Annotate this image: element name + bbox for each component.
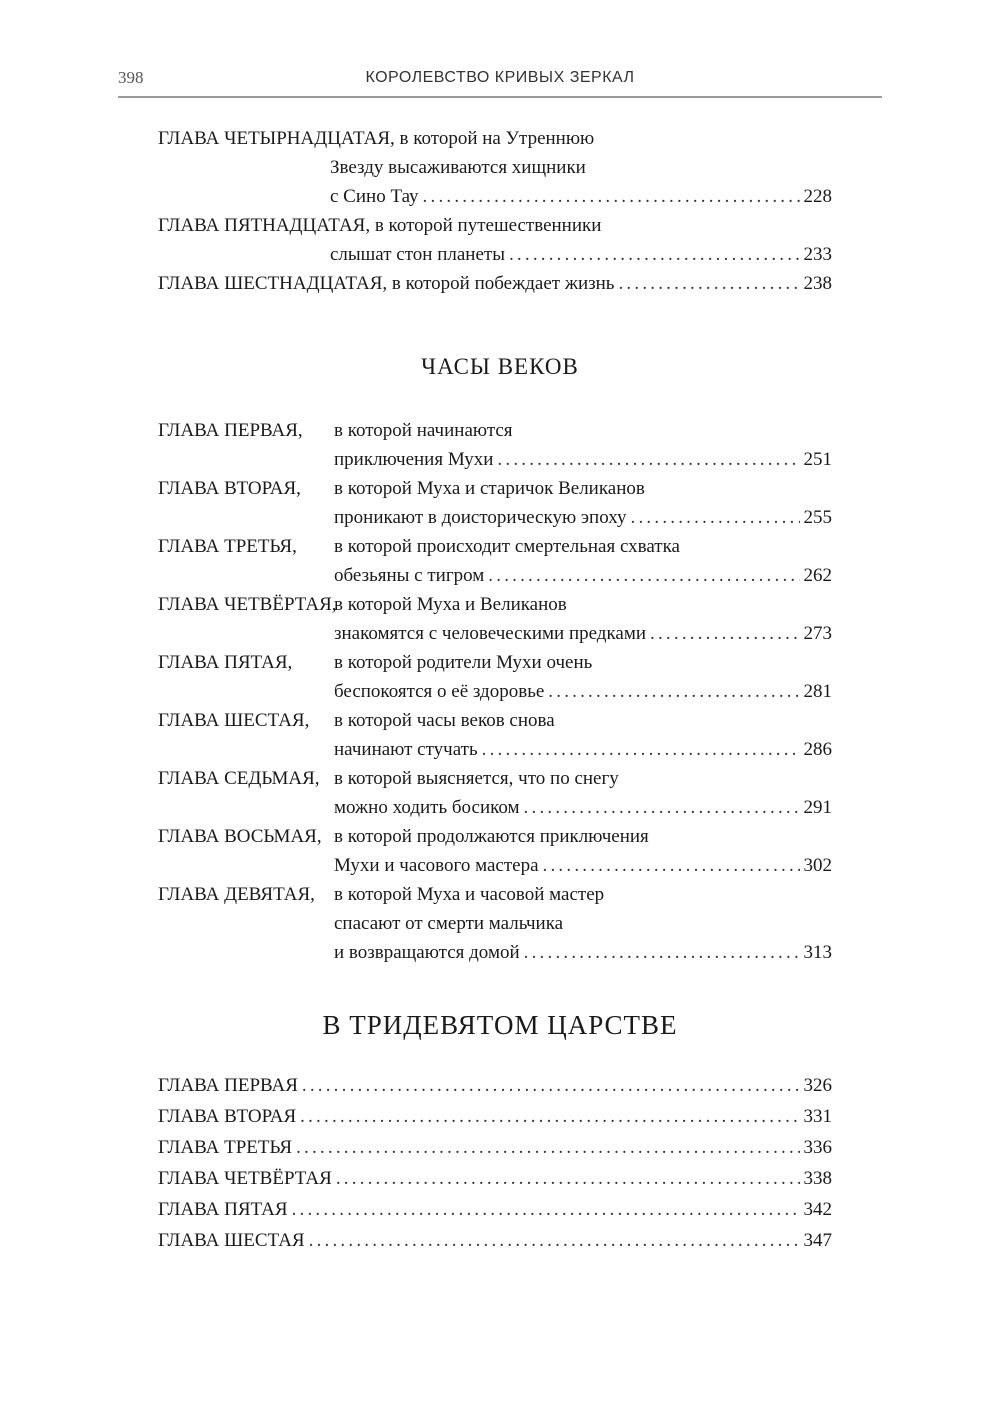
dot-leader <box>524 793 800 822</box>
toc-entry-text: и возвращаются домой <box>334 942 520 963</box>
toc-page-number: 338 <box>803 1168 832 1189</box>
chapter-label: ГЛАВА ВТОРАЯ <box>158 1106 297 1127</box>
toc-page-number: 347 <box>803 1230 832 1251</box>
toc-entry-text: Мухи и часового мастера <box>334 855 539 876</box>
section-title: В ТРИДЕВЯТОМ ЦАРСТВЕ <box>322 1010 678 1040</box>
chapter-label: ГЛАВА ПЕРВАЯ <box>158 1075 298 1096</box>
toc-entry-text: начинают стучать <box>334 739 478 760</box>
toc-page-number: 313 <box>803 942 832 963</box>
toc-page-number: 228 <box>803 186 832 207</box>
toc-entry-text: обезьяны с тигром <box>334 565 485 586</box>
toc-entry-text: в которой часы веков снова <box>334 710 555 731</box>
chapter-label: ГЛАВА ПЯТАЯ, <box>158 652 293 673</box>
dot-leader <box>336 1163 800 1194</box>
toc-entry-line[interactable] <box>158 793 832 822</box>
toc-entry-text: спасают от смерти мальчика <box>334 913 564 934</box>
toc-entry-text: в которой Муха и старичок Великанов <box>334 478 645 499</box>
toc-entry-line <box>158 706 832 735</box>
chapter-label: ГЛАВА ТРЕТЬЯ <box>158 1137 293 1158</box>
toc-entry-line[interactable] <box>158 1225 832 1256</box>
dot-leader <box>309 1225 800 1256</box>
dot-leader <box>423 182 800 211</box>
dot-leader <box>509 240 800 269</box>
toc-entry-line <box>158 880 832 909</box>
toc-page-number: 291 <box>803 797 832 818</box>
toc-entry-line <box>158 416 832 445</box>
toc-entry-line <box>158 532 832 561</box>
toc-entry-line[interactable] <box>158 1070 832 1101</box>
dot-leader <box>548 677 799 706</box>
toc-section-chasy-vekov <box>158 416 832 967</box>
toc-entry-text: слышат стон планеты <box>330 244 505 265</box>
dot-leader <box>482 735 800 764</box>
toc-entry-text: Звезду высаживаются хищники <box>330 157 586 178</box>
toc-entry-text: в которой Муха и часовой мастер <box>334 884 605 905</box>
toc-entry-line[interactable] <box>158 1101 832 1132</box>
toc-page-number: 331 <box>803 1106 832 1127</box>
toc-entry-line[interactable] <box>158 851 832 880</box>
dot-leader <box>618 269 799 298</box>
toc-entry-line[interactable] <box>158 182 832 211</box>
toc-page-number: 342 <box>803 1199 832 1220</box>
dot-leader <box>302 1070 800 1101</box>
toc-entry-text: проникают в доисторическую эпоху <box>334 507 627 528</box>
dot-leader <box>650 619 799 648</box>
toc-page-number: 302 <box>803 855 832 876</box>
toc-page-number: 262 <box>803 565 832 586</box>
toc-entry-line[interactable] <box>158 1132 832 1163</box>
chapter-label: ГЛАВА ВТОРАЯ, <box>158 478 301 499</box>
toc-entry-line <box>158 590 832 619</box>
toc-entry-text: ГЛАВА ЧЕТЫРНАДЦАТАЯ, в которой на Утреннюю <box>158 128 595 149</box>
toc-page-number: 233 <box>803 244 832 265</box>
dot-leader <box>296 1132 799 1163</box>
toc-entry-text: ГЛАВА ШЕСТНАДЦАТАЯ, в которой побеждает жизнь <box>158 273 615 294</box>
page-number: 398 <box>118 68 144 87</box>
toc-entry-line[interactable] <box>158 561 832 590</box>
toc-entry-line[interactable] <box>158 619 832 648</box>
toc-entry-text: в которой начинаются <box>334 420 513 441</box>
dot-leader <box>543 851 800 880</box>
toc-entry-line <box>158 764 832 793</box>
toc-section-continued <box>158 124 832 298</box>
dot-leader <box>300 1101 799 1132</box>
toc-entry-line[interactable] <box>158 735 832 764</box>
toc-entry-text: беспокоятся о её здоровье <box>334 681 545 702</box>
toc-entry-line[interactable] <box>158 1163 832 1194</box>
chapter-label: ГЛАВА ЧЕТВЁРТАЯ, <box>158 594 337 615</box>
section-title: ЧАСЫ ВЕКОВ <box>421 354 579 379</box>
toc-entry-line <box>158 909 832 938</box>
toc-entry-text: в которой родители Мухи очень <box>334 652 593 673</box>
toc-entry-line[interactable] <box>158 938 832 967</box>
toc-entry-text: в которой продолжаются приключения <box>334 826 649 847</box>
toc-page-number: 238 <box>803 273 832 294</box>
dot-leader <box>524 938 800 967</box>
chapter-label: ГЛАВА ШЕСТАЯ <box>158 1230 305 1251</box>
chapter-label: ГЛАВА ДЕВЯТАЯ, <box>158 884 315 905</box>
toc-entry-line[interactable] <box>158 240 832 269</box>
toc-entry-text: в которой Муха и Великанов <box>334 594 567 615</box>
dot-leader <box>488 561 799 590</box>
toc-entry-line[interactable] <box>158 445 832 474</box>
dot-leader <box>292 1194 800 1225</box>
chapter-label: ГЛАВА СЕДЬМАЯ, <box>158 768 320 789</box>
chapter-label: ГЛАВА ПЯТАЯ <box>158 1199 288 1220</box>
toc-entry-text: ГЛАВА ПЯТНАДЦАТАЯ, в которой путешественники <box>158 215 602 236</box>
toc-entry-text: в которой выясняется, что по снегу <box>334 768 619 789</box>
toc-page-number: 326 <box>803 1075 832 1096</box>
toc-page-number: 251 <box>803 449 832 470</box>
chapter-label: ГЛАВА ШЕСТАЯ, <box>158 710 310 731</box>
toc-entry-text: с Сино Тау <box>330 186 419 207</box>
dot-leader <box>497 445 799 474</box>
toc-entry-line[interactable] <box>158 269 832 298</box>
toc-page-number: 255 <box>803 507 832 528</box>
toc-entry-line <box>158 153 832 182</box>
toc-page-number: 281 <box>803 681 832 702</box>
dot-leader <box>631 503 800 532</box>
chapter-label: ГЛАВА ЧЕТВЁРТАЯ <box>158 1168 332 1189</box>
chapter-label: ГЛАВА ВОСЬМАЯ, <box>158 826 322 847</box>
page-header <box>118 66 882 98</box>
toc-entry-line[interactable] <box>158 1194 832 1225</box>
toc-entry-text: можно ходить босиком <box>334 797 520 818</box>
chapter-label: ГЛАВА ТРЕТЬЯ, <box>158 536 297 557</box>
toc-entry-line[interactable] <box>158 677 832 706</box>
toc-entry-line <box>158 474 832 503</box>
toc-entry-line <box>158 211 832 240</box>
running-title: КОРОЛЕВСТВО КРИВЫХ ЗЕРКАЛ <box>365 69 635 86</box>
toc-page-number: 273 <box>803 623 832 644</box>
toc-entry-line <box>158 822 832 851</box>
toc-entry-line[interactable] <box>158 503 832 532</box>
toc-section-tridevyatoe <box>158 1070 832 1256</box>
toc-page-number: 336 <box>803 1137 832 1158</box>
toc-entry-line <box>158 648 832 677</box>
toc-page-number: 286 <box>803 739 832 760</box>
toc-entry-text: приключения Мухи <box>334 449 494 470</box>
chapter-label: ГЛАВА ПЕРВАЯ, <box>158 420 303 441</box>
toc-entry-text: знакомятся с человеческими предками <box>334 623 647 644</box>
toc-entry-text: в которой происходит смертельная схватка <box>334 536 680 557</box>
toc-entry-line <box>158 124 832 153</box>
